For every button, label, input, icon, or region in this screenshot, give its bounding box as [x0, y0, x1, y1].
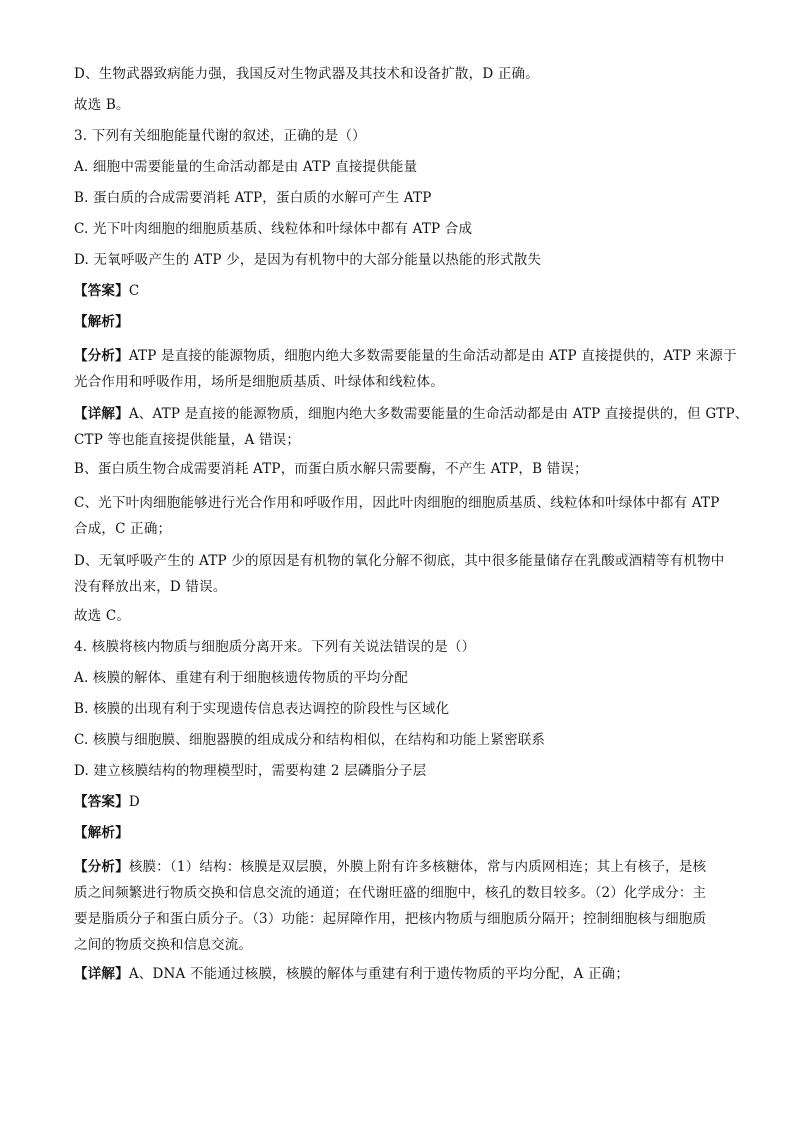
question-4-option-d: D. 建立核膜结构的物理模型时，需要构建 2 层磷脂分子层 [74, 763, 427, 779]
fenxi-line: 光合作用和呼吸作用，场所是细胞质基质、叶绿体和线粒体。 [74, 374, 444, 390]
answer-value: D [128, 794, 140, 810]
answer-value: C [128, 283, 140, 299]
text-line: 故选 B。 [74, 97, 130, 113]
question-4-option-c: C. 核膜与细胞膜、细胞器膜的组成成分和结构相似，在结构和功能上紧密联系 [74, 732, 546, 748]
fenxi-tag: 【分析】 [74, 859, 129, 875]
text-line: D、生物武器致病能力强，我国反对生物武器及其技术和设备扩散，D 正确。 [74, 66, 539, 82]
question-3-select: 故选 C。 [74, 608, 131, 624]
question-3-analysis-tag [74, 312, 724, 332]
answer-tag: 【答案】 [74, 794, 129, 810]
question-3-answer [74, 281, 724, 301]
xiangjie-line: CTP 等也能直接提供能量，A 错误； [74, 432, 301, 448]
question-4-xiangjie-a [74, 964, 724, 984]
question-4-answer [74, 792, 724, 812]
analysis-tag: 【解析】 [74, 825, 129, 841]
question-3-option-a: A. 细胞中需要能量的生命活动都是由 ATP 直接提供能量 [74, 159, 418, 175]
fenxi-line [74, 854, 724, 880]
answer-tag: 【答案】 [74, 283, 129, 299]
question-3-stem: 3. 下列有关细胞能量代谢的叙述，正确的是（） [74, 128, 366, 144]
xiangjie-line: C、光下叶肉细胞能够进行光合作用和呼吸作用，因此叶肉细胞的细胞质基质、线粒体和叶绿体中都有 ATP [74, 495, 720, 511]
xiangjie-line: 合成，C 正确； [74, 521, 172, 537]
xiangjie-line: D、无氧呼吸产生的 ATP 少的原因是有机物的氧化分解不彻底，其中很多能量储存在乳酸或酒精等有机物中 [74, 553, 725, 569]
question-3-xiangjie-b: B、蛋白质生物合成需要消耗 ATP，而蛋白质水解只需要酶，不产生 ATP，B 错误； [74, 461, 588, 477]
fenxi-text: ATP 是直接的能源物质，细胞内绝大多数需要能量的生命活动都是由 ATP 直接提供的，ATP 来源于 [128, 348, 737, 364]
xiangjie-tag: 【详解】 [74, 966, 129, 982]
xiangjie-text: A、DNA 不能通过核膜，核膜的解体与重建有利于遗传物质的平均分配，A 正确； [128, 966, 630, 982]
fenxi-line [74, 343, 737, 369]
xiangjie-tag: 【详解】 [74, 406, 129, 422]
question-3-xiangjie-a [74, 401, 749, 453]
fenxi-tag: 【分析】 [74, 348, 129, 364]
fenxi-line: 质之间频繁进行物质交换和信息交流的通道；在代谢旺盛的细胞中，核孔的数目较多。（2）化学成分：主 [74, 885, 707, 901]
question-4-fenxi [74, 854, 724, 958]
fenxi-line: 要是脂质分子和蛋白质分子。（3）功能：起屏障作用，把核内物质与细胞质分隔开；控制细胞核与细胞质 [74, 911, 707, 927]
question-3-option-c: C. 光下叶肉细胞的细胞质基质、线粒体和叶绿体中都有 ATP 合成 [74, 221, 473, 237]
document-content [74, 64, 749, 995]
question-4-analysis-tag [74, 823, 724, 843]
fenxi-line: 之间的物质交换和信息交流。 [74, 937, 253, 953]
question-3-xiangjie-c [74, 490, 724, 542]
analysis-tag: 【解析】 [74, 314, 129, 330]
question-4-option-b: B. 核膜的出现有利于实现遗传信息表达调控的阶段性与区域化 [74, 701, 450, 717]
xiangjie-line: 没有释放出来，D 错误。 [74, 579, 227, 595]
xiangjie-line [74, 401, 749, 427]
question-4-stem: 4. 核膜将核内物质与细胞质分离开来。下列有关说法错误的是（） [74, 639, 476, 655]
question-3-xiangjie-d [74, 548, 724, 600]
fenxi-text: 核膜：（1）结构：核膜是双层膜，外膜上附有许多核糖体，常与内质网相连；其上有核子，是核 [128, 859, 707, 875]
question-3-option-b: B. 蛋白质的合成需要消耗 ATP，蛋白质的水解可产生 ATP [74, 190, 432, 206]
question-3-option-d: D. 无氧呼吸产生的 ATP 少，是因为有机物中的大部分能量以热能的形式散失 [74, 252, 542, 268]
question-3-fenxi [74, 343, 737, 395]
xiangjie-text: A、ATP 是直接的能源物质，细胞内绝大多数需要能量的生命活动都是由 ATP 直接提供的，但 GTP、 [128, 406, 749, 422]
question-4-option-a: A. 核膜的解体、重建有利于细胞核遗传物质的平均分配 [74, 670, 409, 686]
